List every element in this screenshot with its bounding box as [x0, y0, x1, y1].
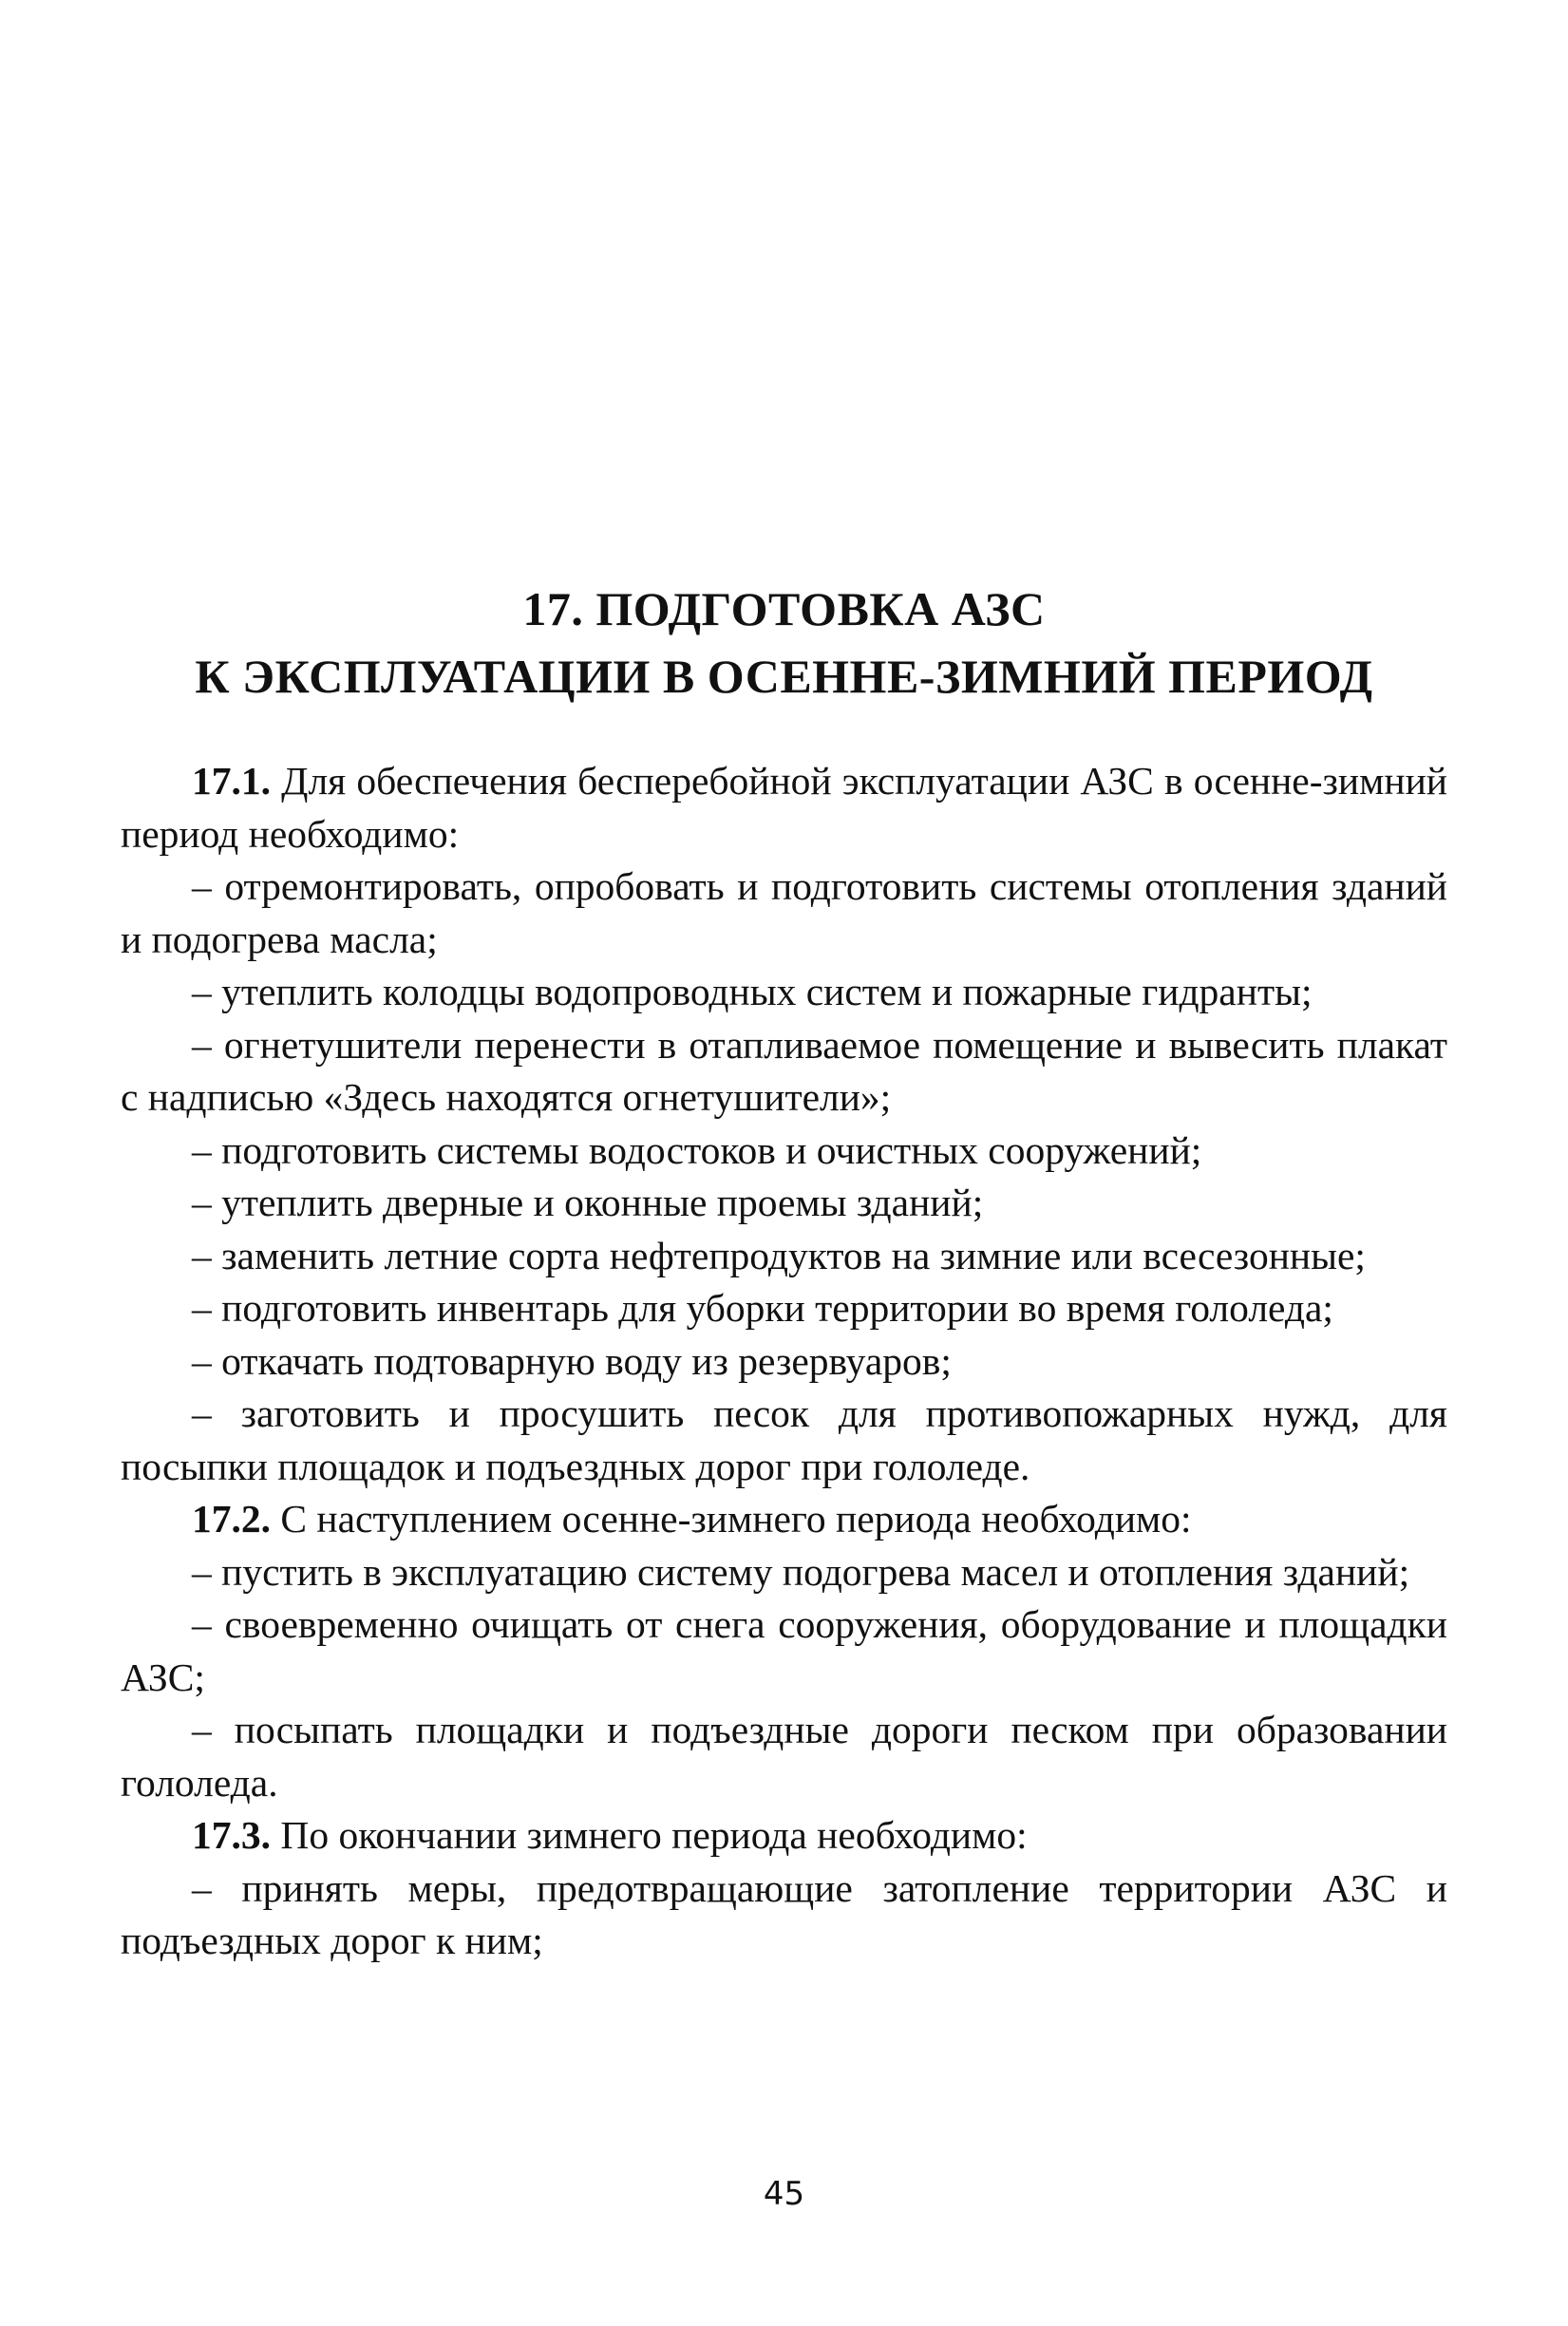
section-17-1-intro	[121, 755, 1447, 860]
page-number: 45	[763, 2175, 805, 2213]
section-intro-text: По окончании зимнего периода необходимо:	[280, 1813, 1028, 1857]
section-17-3-intro	[121, 1809, 1447, 1863]
list-item: – принять меры, предотвращающие затопление территории АЗС и подъездных дорог к ним;	[121, 1865, 1447, 1962]
section-intro-text: Для обеспечения бесперебойной эксплуатации АЗС в осенне-зимний период необходимо:	[121, 759, 1448, 856]
chapter-title-line-2: К ЭКСПЛУАТАЦИИ В ОСЕННЕ-ЗИМНИЙ ПЕРИОД	[195, 650, 1373, 703]
list-item: – откачать подтоварную воду из резервуаров;	[192, 1338, 952, 1383]
list-item: – пустить в эксплуатацию систему подогрева масел и отопления зданий;	[192, 1549, 1410, 1594]
list-item: – утеплить колодцы водопроводных систем и пожарные гидранты;	[192, 970, 1313, 1013]
list-item: – подготовить инвентарь для уборки территории во время гололеда;	[192, 1286, 1333, 1330]
chapter-title	[95, 576, 1473, 710]
list-item: – отремонтировать, опробовать и подготовить системы отопления зданий и подогрева масла;	[121, 864, 1447, 961]
list-item: – огнетушители перенести в отапливаемое помещение и вывесить плакат с надписью «Здесь находятся огнетушители»;	[121, 1022, 1447, 1119]
list-item: – утеплить дверные и оконные проемы зданий;	[192, 1181, 984, 1224]
section-number: 17.3.	[192, 1813, 271, 1857]
section-number: 17.2.	[192, 1497, 271, 1541]
section-intro-text: С наступлением осенне-зимнего периода необходимо:	[280, 1497, 1192, 1541]
chapter-body	[121, 755, 1447, 1968]
list-item: – посыпать площадки и подъездные дороги песком при образовании гололеда.	[121, 1708, 1447, 1805]
list-item: – своевременно очищать от снега сооружения, оборудование и площадки АЗС;	[121, 1602, 1447, 1699]
chapter-title-line-1: 17. ПОДГОТОВКА АЗС	[522, 582, 1046, 635]
section-17-2-intro	[121, 1493, 1447, 1546]
list-item: – заменить летние сорта нефтепродуктов на зимние или всесезонные;	[192, 1233, 1366, 1277]
list-item: – заготовить и просушить песок для противопожарных нужд, для посыпки площадок и подъездных дорог при гололеде.	[121, 1391, 1447, 1488]
list-item: – подготовить системы водостоков и очистных сооружений;	[192, 1127, 1202, 1172]
section-number: 17.1.	[192, 759, 271, 803]
